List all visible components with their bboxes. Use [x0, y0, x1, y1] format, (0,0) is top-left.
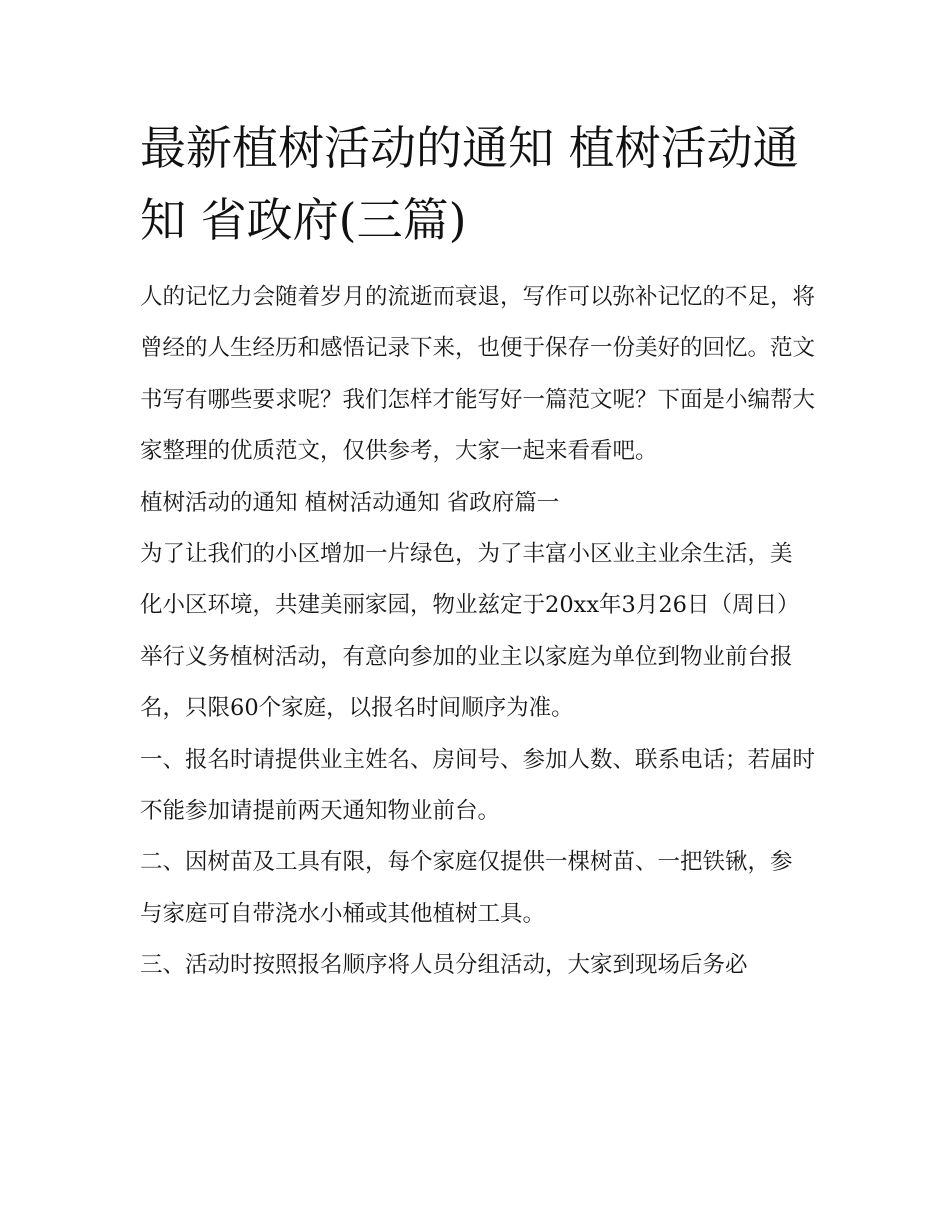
document-content: [140, 112, 820, 992]
notice-paragraph: 为了让我们的小区增加一片绿色，为了丰富小区业主业余生活，美化小区环境，共建美丽家园，物业兹定于20xx年3月26日（周日）举行义务植树活动，有意向参加的业主以家庭为单位到物业前台报名，只限60个家庭，以报名时间顺序为准。: [140, 541, 800, 722]
notice-item-3: 三、活动时按照报名顺序将人员分组活动，大家到现场后务必: [140, 952, 748, 979]
notice-item-2: 二、因树苗及工具有限，每个家庭仅提供一棵树苗、一把铁锹，参与家庭可自带浇水小桶或其他植树工具。: [140, 849, 793, 927]
notice-item-1: 一、报名时请提供业主姓名、房间号、参加人数、联系电话；若届时不能参加请提前两天通知物业前台。: [140, 746, 816, 825]
document-title: 最新植树活动的通知 植树活动通知 省政府(三篇): [140, 121, 799, 247]
document-body: [140, 272, 820, 992]
intro-paragraph: 人的记忆力会随着岁月的流逝而衰退，写作可以弥补记忆的不足，将曾经的人生经历和感悟记录下来，也便于保存一份美好的回忆。范文书写有哪些要求呢？我们怎样才能写好一篇范文呢？下面是小编帮大家整理的优质范文，仅供参考，大家一起来看看吧。: [140, 284, 816, 465]
section-heading: 植树活动的通知 植树活动通知 省政府篇一: [140, 489, 560, 516]
